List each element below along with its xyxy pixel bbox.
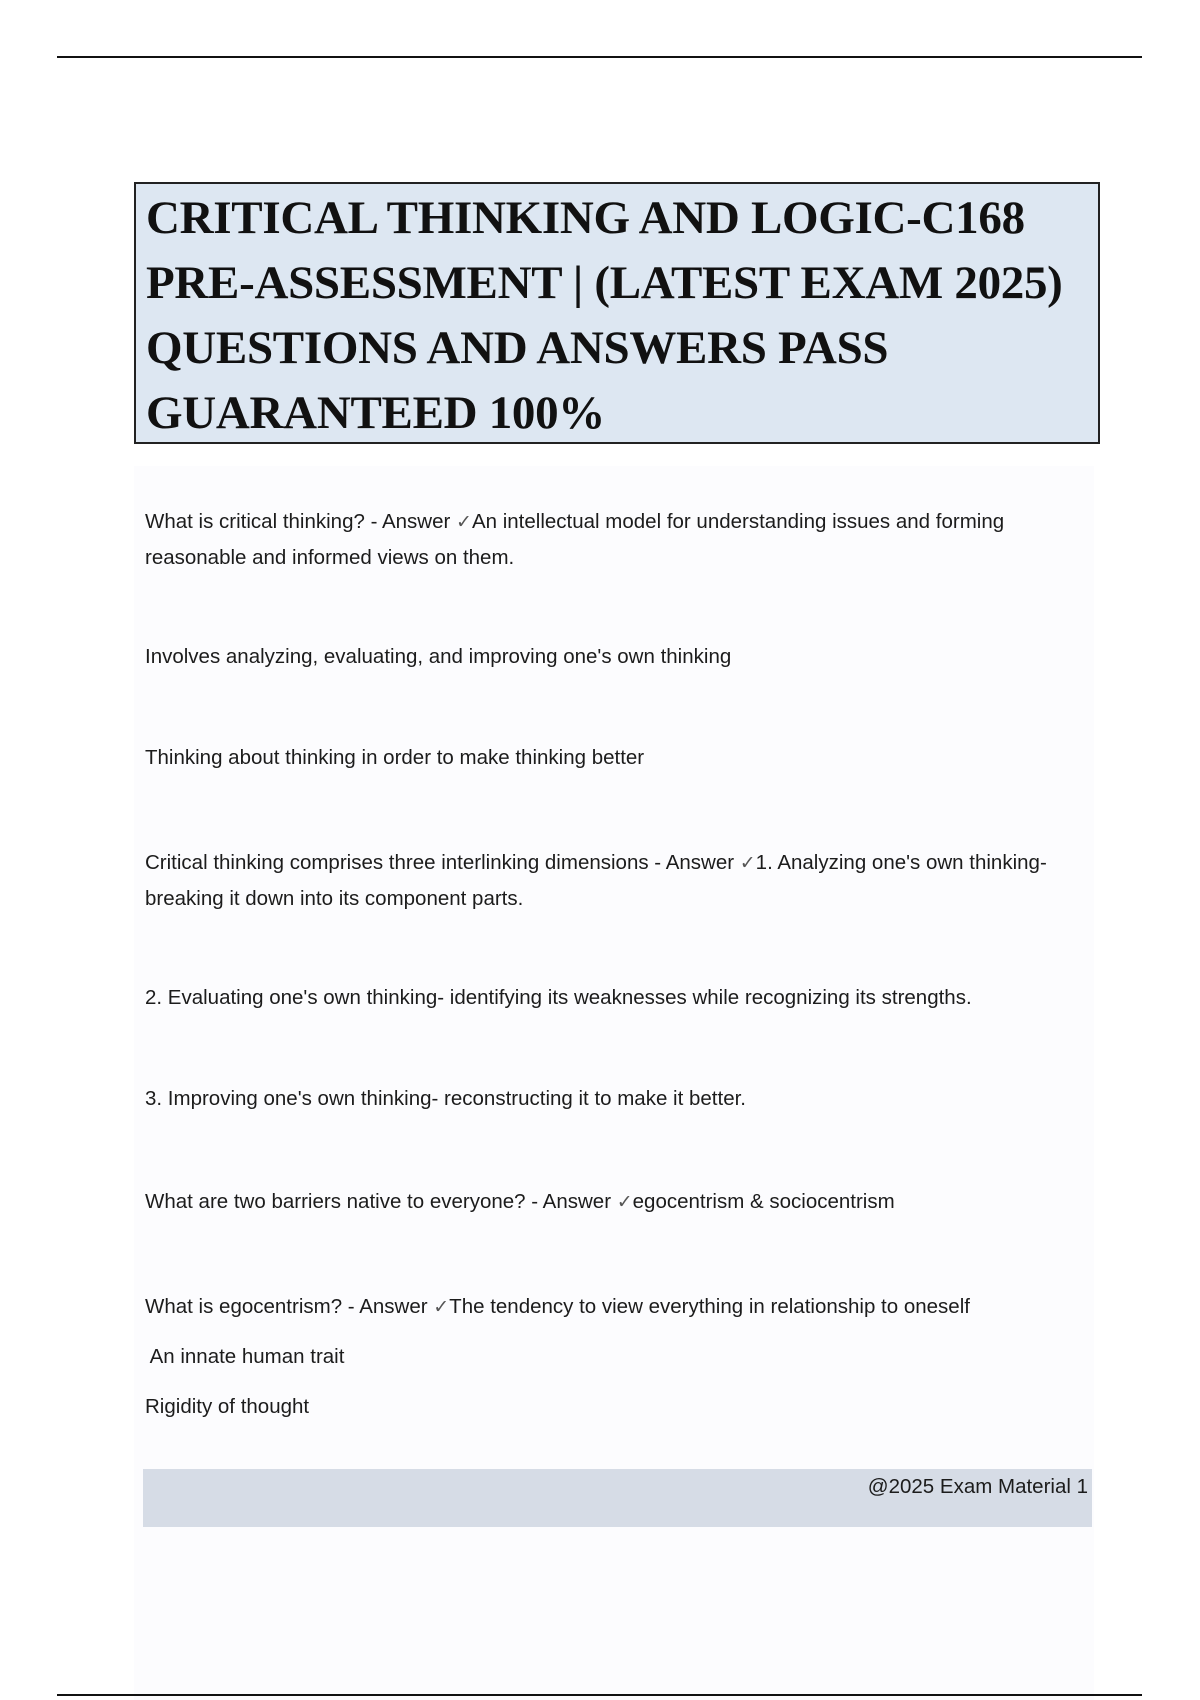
qa-critical-thinking xyxy=(145,504,1095,576)
note-paragraph: Thinking about thinking in order to make thinking better xyxy=(145,746,645,769)
footer-bar xyxy=(143,1469,1092,1527)
answer-text: egocentrism & sociocentrism xyxy=(632,1190,895,1213)
check-icon: ✓ xyxy=(433,1296,450,1318)
document-title: CRITICAL THINKING AND LOGIC-C168 PRE-ASSESSMENT | (LATEST EXAM 2025) QUESTIONS AND ANSWERS PASS GUARANTEED 100% xyxy=(146,192,1063,439)
bottom-rule xyxy=(57,1694,1142,1696)
answer-text: An intellectual model for understanding issues and forming reasonable and informed views on them. xyxy=(145,510,1005,569)
note-paragraph: Rigidity of thought xyxy=(145,1395,310,1418)
qa-three-dimensions xyxy=(145,845,1095,917)
note-paragraph: 3. Improving one's own thinking- reconstructing it to make it better. xyxy=(145,1087,746,1110)
qa-two-barriers xyxy=(145,1184,1095,1220)
note-paragraph: An innate human trait xyxy=(145,1345,345,1368)
note-paragraph: Involves analyzing, evaluating, and improving one's own thinking xyxy=(145,645,732,668)
note-paragraph: 2. Evaluating one's own thinking- identifying its weaknesses while recognizing its strengths. xyxy=(145,986,972,1009)
title-box xyxy=(134,182,1100,444)
question-text: Critical thinking comprises three interlinking dimensions - Answer xyxy=(145,851,740,874)
footer-text: @2025 Exam Material 1 xyxy=(867,1475,1088,1498)
check-icon: ✓ xyxy=(456,511,472,533)
top-rule xyxy=(57,56,1142,58)
check-icon: ✓ xyxy=(739,852,756,874)
question-text: What are two barriers native to everyone? - Answer xyxy=(145,1190,617,1213)
question-text: What is critical thinking? - Answer xyxy=(145,510,457,533)
question-text: What is egocentrism? - Answer xyxy=(145,1295,434,1318)
answer-text: The tendency to view everything in relationship to oneself xyxy=(449,1295,970,1318)
answer-text: 1. Analyzing one's own thinking- breaking it down into its component parts. xyxy=(145,851,1047,910)
qa-egocentrism xyxy=(145,1289,1095,1325)
check-icon: ✓ xyxy=(616,1191,633,1213)
